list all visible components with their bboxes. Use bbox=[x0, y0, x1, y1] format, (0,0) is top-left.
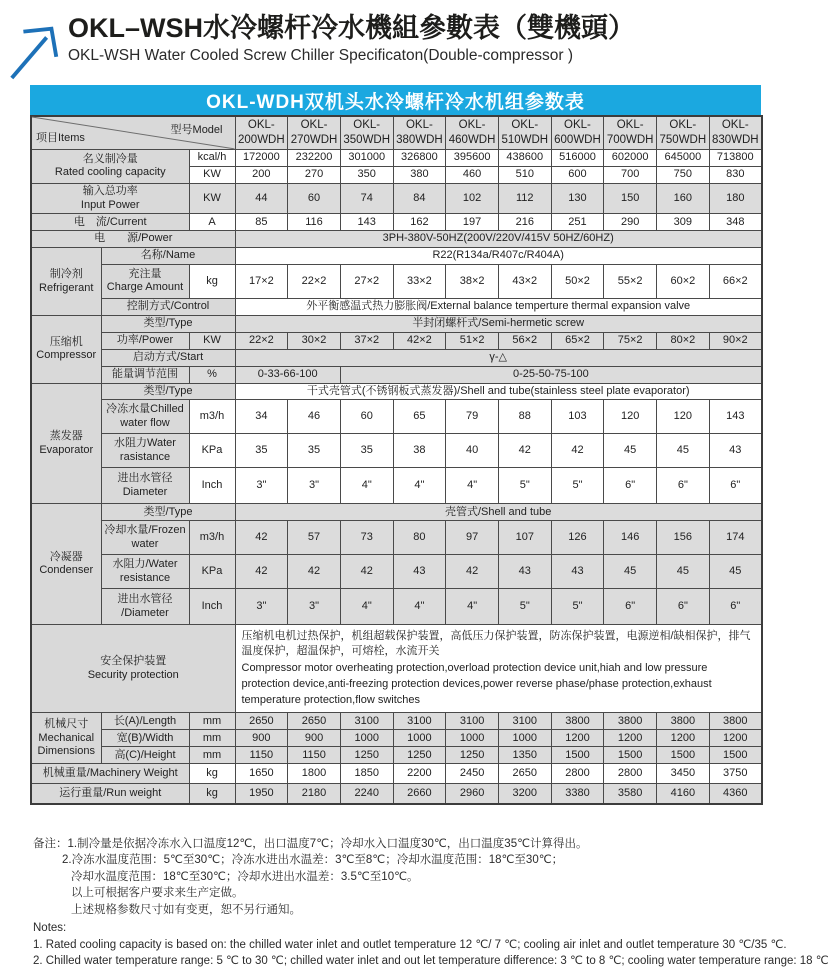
table-row-compressor-type bbox=[31, 315, 762, 332]
table-row-control bbox=[31, 298, 762, 315]
value-cell: 90×2 bbox=[709, 332, 762, 349]
model-header-cell: OKL-200WDH bbox=[235, 116, 288, 149]
value-cell: 65×2 bbox=[551, 332, 604, 349]
security-text-cn: 压缩机电机过热保护，机组超载保护装置，高低压力保护装置，防冻保护装置，电源逆相/缺相保护，排气温度保护，超温保护，可熔栓，水流开关 bbox=[241, 629, 751, 658]
value-cell: 5" bbox=[551, 589, 604, 625]
value-cell: 17×2 bbox=[235, 264, 288, 298]
value-cell: 60 bbox=[340, 400, 393, 434]
value-cell: 40 bbox=[446, 434, 499, 468]
table-banner: OKL-WDH双机头水冷螺杆冷水机组参数表 bbox=[30, 85, 761, 115]
table-row-run-weight bbox=[31, 784, 762, 804]
value-cell: 22×2 bbox=[235, 332, 288, 349]
value-cell: 35 bbox=[235, 434, 288, 468]
value-cell: 43 bbox=[498, 555, 551, 589]
value-cell: 2180 bbox=[288, 784, 341, 804]
value-cell: 34 bbox=[235, 400, 288, 434]
value-cell: 103 bbox=[551, 400, 604, 434]
value-cell: 42 bbox=[551, 434, 604, 468]
unit-cell: kg bbox=[189, 764, 235, 784]
value-cell: 1200 bbox=[709, 730, 762, 747]
value-cell: 197 bbox=[446, 214, 499, 231]
value-cell: 60×2 bbox=[657, 264, 710, 298]
value-cell: 326800 bbox=[393, 149, 446, 166]
note-line: 上述规格参数尺寸如有变更，恕不另行通知。 bbox=[71, 903, 301, 916]
value-cell: 80 bbox=[393, 521, 446, 555]
value-cell: 2650 bbox=[235, 713, 288, 730]
group-label-compressor: 压缩机 Compressor bbox=[31, 315, 101, 383]
table-row-evaporator-type bbox=[31, 383, 762, 400]
value-cell: 38 bbox=[393, 434, 446, 468]
row-label-energy: 能量调节范围 bbox=[101, 366, 189, 383]
note-line: 2.冷冻水温度范围：5℃至30℃；冷冻水进出水温差：3℃至8℃；冷却水温度范围：18℃至30℃； bbox=[62, 854, 564, 867]
value-cell: 6" bbox=[604, 468, 657, 504]
value-cell: 143 bbox=[340, 214, 393, 231]
value-cell: 438600 bbox=[498, 149, 551, 166]
value-cell: 3800 bbox=[709, 713, 762, 730]
table-row-height bbox=[31, 747, 762, 764]
value-cell: 1000 bbox=[340, 730, 393, 747]
table-row-refrigerant-name bbox=[31, 248, 762, 265]
value-cell: 126 bbox=[551, 521, 604, 555]
table-row-width bbox=[31, 730, 762, 747]
value-cell: 56×2 bbox=[498, 332, 551, 349]
corner-model-label: 型号Model bbox=[170, 124, 223, 136]
value-cell: 510 bbox=[498, 166, 551, 183]
value-cell: 460 bbox=[446, 166, 499, 183]
note-line: 备注：1.制冷量是依据冷冻水入口温度12℃，出口温度7℃；冷却水入口温度30℃，出口温度35℃计算得出。 bbox=[33, 838, 588, 850]
unit-cell: A bbox=[189, 214, 235, 231]
model-header-cell: OKL-830WDH bbox=[709, 116, 762, 149]
group-label-condenser: 冷凝器 Condenser bbox=[31, 504, 101, 625]
value-cell: 2800 bbox=[604, 764, 657, 784]
row-label-height: 高(C)/Height bbox=[101, 747, 189, 764]
value-cell: 1850 bbox=[340, 764, 393, 784]
security-text-cell bbox=[235, 625, 762, 713]
value-cell: 38×2 bbox=[446, 264, 499, 298]
row-label-comp-type: 类型/Type bbox=[101, 315, 235, 332]
value-cell: 22×2 bbox=[288, 264, 341, 298]
value-cell: 57 bbox=[288, 521, 341, 555]
arrow-up-right-logo-icon bbox=[6, 20, 64, 80]
value-cell: 1500 bbox=[709, 747, 762, 764]
value-cell: 84 bbox=[393, 183, 446, 214]
table-row-compressor-power bbox=[31, 332, 762, 349]
value-cell: 130 bbox=[551, 183, 604, 214]
value-cell: 172000 bbox=[235, 149, 288, 166]
value-cell: 1650 bbox=[235, 764, 288, 784]
value-cell: 4" bbox=[446, 589, 499, 625]
value-cell: 3100 bbox=[340, 713, 393, 730]
row-label-evap-resistance: 水阻力Water rasistance bbox=[101, 434, 189, 468]
group-label-evaporator: 蒸发器 Evaporator bbox=[31, 383, 101, 504]
value-cell: 1250 bbox=[340, 747, 393, 764]
value-cell: 713800 bbox=[709, 149, 762, 166]
value-cell: 350 bbox=[340, 166, 393, 183]
table-row-evap-resistance bbox=[31, 434, 762, 468]
unit-cell: kg bbox=[189, 264, 235, 298]
value-cell: 6" bbox=[657, 589, 710, 625]
value-cell: 3100 bbox=[393, 713, 446, 730]
value-cell: 602000 bbox=[604, 149, 657, 166]
value-cell: 65 bbox=[393, 400, 446, 434]
row-label-cooling: 名义制冷量 Rated cooling capacity bbox=[31, 149, 189, 183]
table-row-current bbox=[31, 214, 762, 231]
value-cell-span: 半封闭螺杆式/Semi-hermetic screw bbox=[235, 315, 762, 332]
table-row-charge-amount bbox=[31, 264, 762, 298]
value-cell: 88 bbox=[498, 400, 551, 434]
table-row-power-supply bbox=[31, 231, 762, 248]
value-cell: 2240 bbox=[340, 784, 393, 804]
value-cell: 73 bbox=[340, 521, 393, 555]
table-row-cooling-kcal bbox=[31, 149, 762, 166]
row-label-cooling-flow: 冷却水量/Frozen water bbox=[101, 521, 189, 555]
row-label-comp-power: 功率/Power bbox=[101, 332, 189, 349]
value-cell: 6" bbox=[657, 468, 710, 504]
value-cell: 1500 bbox=[657, 747, 710, 764]
value-cell: 35 bbox=[288, 434, 341, 468]
value-cell: 900 bbox=[288, 730, 341, 747]
value-cell: 1200 bbox=[657, 730, 710, 747]
spec-table bbox=[30, 115, 763, 805]
value-cell: 5" bbox=[498, 468, 551, 504]
row-label-control: 控制方式/Control bbox=[101, 298, 235, 315]
value-cell: 3380 bbox=[551, 784, 604, 804]
table-row-machinery-weight bbox=[31, 764, 762, 784]
value-cell: 120 bbox=[604, 400, 657, 434]
value-cell: 42 bbox=[340, 555, 393, 589]
row-label-chilled-flow: 冷冻水量Chilled water flow bbox=[101, 400, 189, 434]
row-label-input-power: 输入总功率 Input Power bbox=[31, 183, 189, 214]
row-label-current: 电 流/Current bbox=[31, 214, 189, 231]
value-cell: 216 bbox=[498, 214, 551, 231]
corner-header-cell bbox=[31, 116, 235, 149]
row-label-cond-diameter: 进出水管径 /Diameter bbox=[101, 589, 189, 625]
value-cell: 4" bbox=[340, 589, 393, 625]
value-cell: 2650 bbox=[288, 713, 341, 730]
table-row-length bbox=[31, 713, 762, 730]
value-cell: 1150 bbox=[235, 747, 288, 764]
note-line: 以上可根据客户要求来生产定做。 bbox=[71, 887, 244, 900]
value-cell: 1500 bbox=[604, 747, 657, 764]
page-subtitle: OKL-WSH Water Cooled Screw Chiller Specificaton(Double-compressor ) bbox=[68, 46, 574, 64]
model-header-cell: OKL-270WDH bbox=[288, 116, 341, 149]
row-label-length: 长(A)/Length bbox=[101, 713, 189, 730]
table-row-security bbox=[31, 625, 762, 713]
unit-cell: Inch bbox=[189, 468, 235, 504]
value-cell: 97 bbox=[446, 521, 499, 555]
value-cell: 1350 bbox=[498, 747, 551, 764]
row-label-run-weight: 运行重量/Run weight bbox=[31, 784, 189, 804]
value-cell: 60 bbox=[288, 183, 341, 214]
note-line: 冷却水温度范围：18℃至30℃；冷却水进出水温差：3.5℃至10℃。 bbox=[71, 870, 419, 883]
value-cell: 3" bbox=[235, 468, 288, 504]
value-cell-span: 0-25-50-75-100 bbox=[340, 366, 762, 383]
unit-cell: Inch bbox=[189, 589, 235, 625]
notes-block bbox=[33, 836, 829, 970]
value-cell: 2660 bbox=[393, 784, 446, 804]
value-cell: 4" bbox=[340, 468, 393, 504]
row-label-evap-diameter: 进出水管径 Diameter bbox=[101, 468, 189, 504]
value-cell: 830 bbox=[709, 166, 762, 183]
row-label-power-supply: 电 源/Power bbox=[31, 231, 235, 248]
table-row-condenser-type bbox=[31, 504, 762, 521]
unit-cell: KW bbox=[189, 183, 235, 214]
value-cell: 42 bbox=[235, 521, 288, 555]
value-cell: 750 bbox=[657, 166, 710, 183]
value-cell: 3100 bbox=[498, 713, 551, 730]
value-cell: 43 bbox=[551, 555, 604, 589]
value-cell: 3" bbox=[288, 468, 341, 504]
value-cell: 150 bbox=[604, 183, 657, 214]
value-cell: 1200 bbox=[551, 730, 604, 747]
table-row-input-power bbox=[31, 183, 762, 214]
value-cell: 55×2 bbox=[604, 264, 657, 298]
note-line: Notes: bbox=[33, 922, 67, 935]
value-cell: 309 bbox=[657, 214, 710, 231]
value-cell: 700 bbox=[604, 166, 657, 183]
value-cell: 3450 bbox=[657, 764, 710, 784]
value-cell: 3800 bbox=[551, 713, 604, 730]
value-cell: 46 bbox=[288, 400, 341, 434]
value-cell-span: 0-33-66-100 bbox=[235, 366, 340, 383]
value-cell: 102 bbox=[446, 183, 499, 214]
value-cell: 3" bbox=[288, 589, 341, 625]
value-cell: 2960 bbox=[446, 784, 499, 804]
value-cell: 35 bbox=[340, 434, 393, 468]
value-cell-span: 干式壳管式(不锈钢板式蒸发器)/Shell and tube(stainless steel plate evaporator) bbox=[235, 383, 762, 400]
value-cell: 1250 bbox=[393, 747, 446, 764]
value-cell: 1150 bbox=[288, 747, 341, 764]
value-cell: 2200 bbox=[393, 764, 446, 784]
value-cell: 79 bbox=[446, 400, 499, 434]
value-cell: 66×2 bbox=[709, 264, 762, 298]
value-cell: 516000 bbox=[551, 149, 604, 166]
unit-cell: m3/h bbox=[189, 521, 235, 555]
value-cell: 33×2 bbox=[393, 264, 446, 298]
value-cell: 1500 bbox=[551, 747, 604, 764]
page-title: OKL–WSH水冷螺杆冷水機組參數表（雙機頭） bbox=[68, 13, 635, 43]
row-label-charge: 充注量 Charge Amount bbox=[101, 264, 189, 298]
table-row-cond-diameter bbox=[31, 589, 762, 625]
row-label-security: 安全保护装置 Security protection bbox=[31, 625, 235, 713]
model-header-cell: OKL-750WDH bbox=[657, 116, 710, 149]
value-cell: 146 bbox=[604, 521, 657, 555]
value-cell: 180 bbox=[709, 183, 762, 214]
value-cell: 4360 bbox=[709, 784, 762, 804]
model-header-cell: OKL-600WDH bbox=[551, 116, 604, 149]
value-cell: 51×2 bbox=[446, 332, 499, 349]
value-cell: 50×2 bbox=[551, 264, 604, 298]
table-row-models bbox=[31, 116, 762, 149]
value-cell: 43 bbox=[709, 434, 762, 468]
value-cell: 1250 bbox=[446, 747, 499, 764]
value-cell: 395600 bbox=[446, 149, 499, 166]
value-cell: 107 bbox=[498, 521, 551, 555]
value-cell: 42 bbox=[498, 434, 551, 468]
value-cell: 1000 bbox=[498, 730, 551, 747]
value-cell: 112 bbox=[498, 183, 551, 214]
row-label-cond-type: 类型/Type bbox=[101, 504, 235, 521]
value-cell: 380 bbox=[393, 166, 446, 183]
value-cell: 80×2 bbox=[657, 332, 710, 349]
value-cell: 2800 bbox=[551, 764, 604, 784]
value-cell: 156 bbox=[657, 521, 710, 555]
model-header-cell: OKL-350WDH bbox=[340, 116, 393, 149]
row-label-evap-type: 类型/Type bbox=[101, 383, 235, 400]
value-cell: 600 bbox=[551, 166, 604, 183]
value-cell: 42 bbox=[235, 555, 288, 589]
value-cell: 4160 bbox=[657, 784, 710, 804]
table-row-start-mode bbox=[31, 349, 762, 366]
value-cell: 43 bbox=[393, 555, 446, 589]
title-block bbox=[68, 12, 635, 65]
unit-cell: KPa bbox=[189, 434, 235, 468]
note-line: 1. Rated cooling capacity is based on: the chilled water inlet and outlet temperature 12 ℃/ 7 ℃; cooling air inlet and outlet temperature 30 ℃/35 ℃. bbox=[33, 938, 787, 951]
value-cell: 42 bbox=[446, 555, 499, 589]
value-cell: 45 bbox=[604, 434, 657, 468]
value-cell: 645000 bbox=[657, 149, 710, 166]
value-cell: 45 bbox=[657, 555, 710, 589]
unit-cell: mm bbox=[189, 730, 235, 747]
value-cell: 3580 bbox=[604, 784, 657, 804]
value-cell: 45 bbox=[709, 555, 762, 589]
value-cell: 3200 bbox=[498, 784, 551, 804]
value-cell: 85 bbox=[235, 214, 288, 231]
unit-cell: mm bbox=[189, 713, 235, 730]
table-row-cond-resistance bbox=[31, 555, 762, 589]
page-header bbox=[6, 12, 635, 80]
group-label-mechanical: 机械尺寸 Mechanical Dimensions bbox=[31, 713, 101, 764]
value-cell: 27×2 bbox=[340, 264, 393, 298]
unit-cell: % bbox=[189, 366, 235, 383]
table-row-chilled-flow bbox=[31, 400, 762, 434]
value-cell: 5" bbox=[551, 468, 604, 504]
value-cell: 45 bbox=[657, 434, 710, 468]
value-cell: 1950 bbox=[235, 784, 288, 804]
value-cell: 30×2 bbox=[288, 332, 341, 349]
value-cell: 37×2 bbox=[340, 332, 393, 349]
value-cell: 6" bbox=[604, 589, 657, 625]
spec-table-wrap bbox=[30, 85, 761, 805]
corner-items-label: 项目Items bbox=[36, 132, 85, 145]
value-cell: 45 bbox=[604, 555, 657, 589]
security-text-en: Compressor motor overheating protection,overload protection device unit,hiah and low pressure protection device,anti-freezing protection devices,power reverse phase/phase protection,exhaust temperature protection,flow switches bbox=[241, 662, 712, 707]
value-cell: 174 bbox=[709, 521, 762, 555]
value-cell: 44 bbox=[235, 183, 288, 214]
value-cell: 3750 bbox=[709, 764, 762, 784]
value-cell: 6" bbox=[709, 468, 762, 504]
value-cell: 290 bbox=[604, 214, 657, 231]
unit-cell: mm bbox=[189, 747, 235, 764]
value-cell-span: R22(R134a/R407c/R404A) bbox=[235, 248, 762, 265]
value-cell: 160 bbox=[657, 183, 710, 214]
value-cell: 116 bbox=[288, 214, 341, 231]
value-cell: 162 bbox=[393, 214, 446, 231]
model-header-cell: OKL-700WDH bbox=[604, 116, 657, 149]
value-cell: 6" bbox=[709, 589, 762, 625]
value-cell: 3800 bbox=[604, 713, 657, 730]
value-cell: 348 bbox=[709, 214, 762, 231]
value-cell: 43×2 bbox=[498, 264, 551, 298]
value-cell-span: 3PH-380V-50HZ(200V/220V/415V 50HZ/60HZ) bbox=[235, 231, 762, 248]
value-cell: 301000 bbox=[340, 149, 393, 166]
value-cell: 1000 bbox=[446, 730, 499, 747]
value-cell: 200 bbox=[235, 166, 288, 183]
value-cell: 3800 bbox=[657, 713, 710, 730]
value-cell: 42 bbox=[288, 555, 341, 589]
table-row-cooling-flow bbox=[31, 521, 762, 555]
row-label-name: 名称/Name bbox=[101, 248, 235, 265]
value-cell: 232200 bbox=[288, 149, 341, 166]
value-cell: 5" bbox=[498, 589, 551, 625]
value-cell-span: γ-△ bbox=[235, 349, 762, 366]
group-label-refrigerant: 制冷剂 Refrigerant bbox=[31, 248, 101, 316]
unit-cell: KPa bbox=[189, 555, 235, 589]
value-cell: 75×2 bbox=[604, 332, 657, 349]
value-cell: 1200 bbox=[604, 730, 657, 747]
value-cell: 2650 bbox=[498, 764, 551, 784]
model-header-cell: OKL-460WDH bbox=[446, 116, 499, 149]
unit-cell: KW bbox=[189, 166, 235, 183]
row-label-width: 宽(B)/Width bbox=[101, 730, 189, 747]
table-row-evap-diameter bbox=[31, 468, 762, 504]
row-label-start: 启动方式/Start bbox=[101, 349, 235, 366]
value-cell: 120 bbox=[657, 400, 710, 434]
value-cell: 1000 bbox=[393, 730, 446, 747]
unit-cell: kcal/h bbox=[189, 149, 235, 166]
unit-cell: m3/h bbox=[189, 400, 235, 434]
unit-cell: KW bbox=[189, 332, 235, 349]
value-cell: 42×2 bbox=[393, 332, 446, 349]
row-label-machinery-weight: 机械重量/Machinery Weight bbox=[31, 764, 189, 784]
value-cell: 2450 bbox=[446, 764, 499, 784]
value-cell: 143 bbox=[709, 400, 762, 434]
value-cell-span: 壳管式/Shell and tube bbox=[235, 504, 762, 521]
row-label-cond-resistance: 水阻力/Water resistance bbox=[101, 555, 189, 589]
value-cell-span: 外平衡感温式热力膨胀阀/External balance temperture thermal expansion valve bbox=[235, 298, 762, 315]
unit-cell: kg bbox=[189, 784, 235, 804]
value-cell: 251 bbox=[551, 214, 604, 231]
note-line: 2. Chilled water temperature range: 5 ℃ to 30 ℃; chilled water inlet and out let temperature difference: 3 ℃ to 8 ℃; cooling water temperature range: 18 ℃ bbox=[33, 955, 829, 968]
table-row-energy-range bbox=[31, 366, 762, 383]
model-header-cell: OKL-380WDH bbox=[393, 116, 446, 149]
value-cell: 4" bbox=[446, 468, 499, 504]
value-cell: 900 bbox=[235, 730, 288, 747]
value-cell: 1800 bbox=[288, 764, 341, 784]
value-cell: 3100 bbox=[446, 713, 499, 730]
value-cell: 4" bbox=[393, 589, 446, 625]
value-cell: 74 bbox=[340, 183, 393, 214]
value-cell: 4" bbox=[393, 468, 446, 504]
value-cell: 3" bbox=[235, 589, 288, 625]
value-cell: 270 bbox=[288, 166, 341, 183]
model-header-cell: OKL-510WDH bbox=[498, 116, 551, 149]
